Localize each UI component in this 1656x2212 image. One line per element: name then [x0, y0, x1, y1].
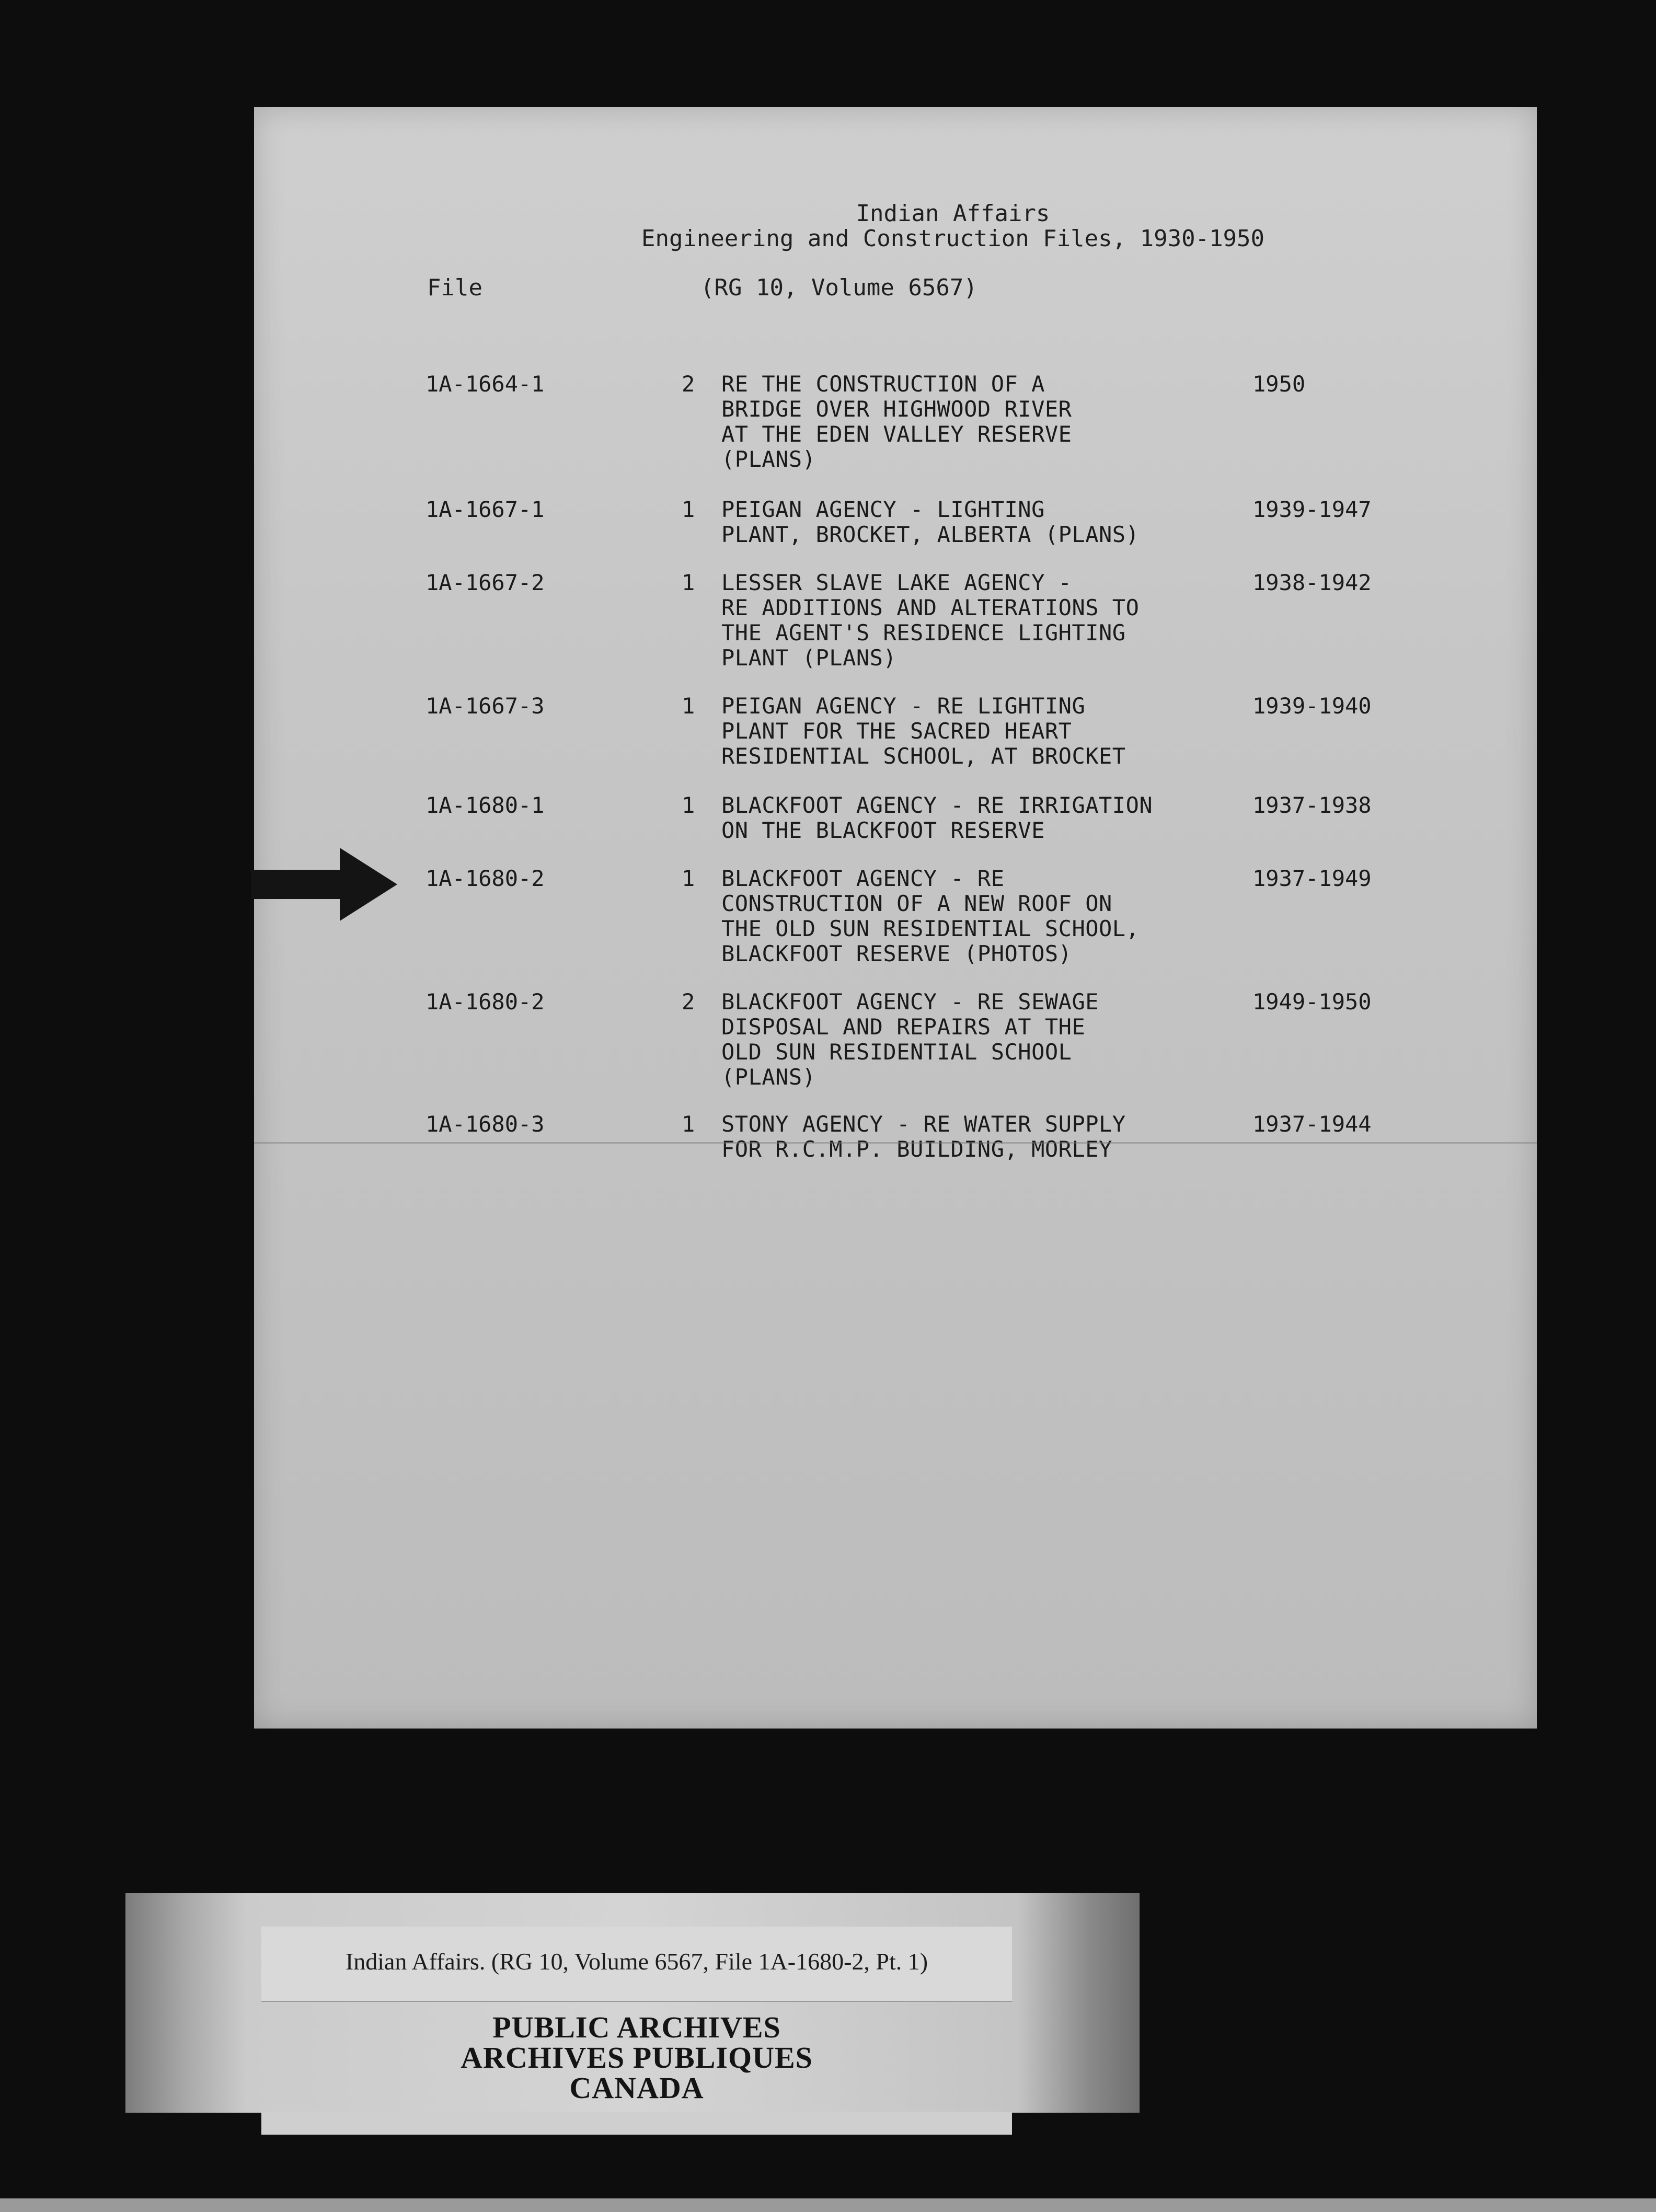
file-dates: 1938-1942: [1252, 570, 1372, 595]
file-number: 1A-1680-2: [426, 866, 545, 891]
stamp-line-3: CANADA: [569, 2071, 704, 2105]
file-description: PEIGAN AGENCY - LIGHTING PLANT, BROCKET, ALBERTA (PLANS): [721, 497, 1140, 547]
part-number: 2: [682, 371, 695, 397]
part-number: 1: [682, 570, 695, 595]
file-dates: 1939-1947: [1252, 497, 1372, 522]
document-page: [254, 107, 1537, 1729]
pointer-arrow-icon: [251, 848, 397, 921]
page-fold-line: [254, 1142, 1537, 1144]
file-number: 1A-1667-3: [426, 693, 545, 719]
file-description: BLACKFOOT AGENCY - RE IRRIGATION ON THE BLACKFOOT RESERVE: [721, 792, 1153, 843]
file-dates: 1950: [1252, 371, 1306, 397]
file-dates: 1937-1938: [1252, 792, 1372, 818]
file-description: STONY AGENCY - RE WATER SUPPLY FOR R.C.M.P. BUILDING, MORLEY: [721, 1111, 1126, 1162]
part-number: 2: [682, 989, 695, 1015]
file-description: RE THE CONSTRUCTION OF A BRIDGE OVER HIGHWOOD RIVER AT THE EDEN VALLEY RESERVE (PLANS): [721, 371, 1072, 472]
file-dates: 1949-1950: [1252, 989, 1372, 1015]
file-number: 1A-1667-1: [426, 497, 545, 522]
part-number: 1: [682, 497, 695, 522]
part-number: 1: [682, 866, 695, 891]
film-bottom-edge: [0, 2198, 1656, 2212]
file-description: LESSER SLAVE LAKE AGENCY - RE ADDITIONS AND ALTERATIONS TO THE AGENT'S RESIDENCE LIGHTING PLANT (PLANS): [721, 570, 1140, 671]
page-subtitle: Engineering and Construction Files, 1930-1950: [641, 225, 1265, 252]
file-number: 1A-1680-1: [426, 792, 545, 818]
page-title: Indian Affairs: [856, 200, 1050, 227]
file-dates: 1939-1940: [1252, 693, 1372, 719]
file-number: 1A-1680-3: [426, 1111, 545, 1137]
stamp-line-2: ARCHIVES PUBLIQUES: [461, 2041, 813, 2075]
file-dates: 1937-1949: [1252, 866, 1372, 891]
file-description: BLACKFOOT AGENCY - RE CONSTRUCTION OF A NEW ROOF ON THE OLD SUN RESIDENTIAL SCHOOL, BLACKFOOT RESERVE (PHOTOS): [721, 866, 1140, 966]
file-column-label: File: [427, 274, 482, 301]
label-bottom-bar: [261, 2112, 1012, 2135]
archives-stamp: [261, 2012, 1012, 2103]
file-description: PEIGAN AGENCY - RE LIGHTING PLANT FOR THE SACRED HEART RESIDENTIAL SCHOOL, AT BROCKET: [721, 693, 1126, 769]
part-number: 1: [682, 693, 695, 719]
part-number: 1: [682, 1111, 695, 1137]
file-dates: 1937-1944: [1252, 1111, 1372, 1137]
file-number: 1A-1680-2: [426, 989, 545, 1015]
file-description: BLACKFOOT AGENCY - RE SEWAGE DISPOSAL AND REPAIRS AT THE OLD SUN RESIDENTIAL SCHOOL (PLANS): [721, 989, 1099, 1090]
stamp-line-1: PUBLIC ARCHIVES: [492, 2010, 781, 2044]
volume-label: (RG 10, Volume 6567): [700, 274, 978, 301]
file-number: 1A-1664-1: [426, 371, 545, 397]
part-number: 1: [682, 792, 695, 818]
citation-text: Indian Affairs. (RG 10, Volume 6567, File 1A-1680-2, Pt. 1): [345, 1948, 928, 1975]
citation-label: [261, 1927, 1012, 2002]
file-number: 1A-1667-2: [426, 570, 545, 595]
